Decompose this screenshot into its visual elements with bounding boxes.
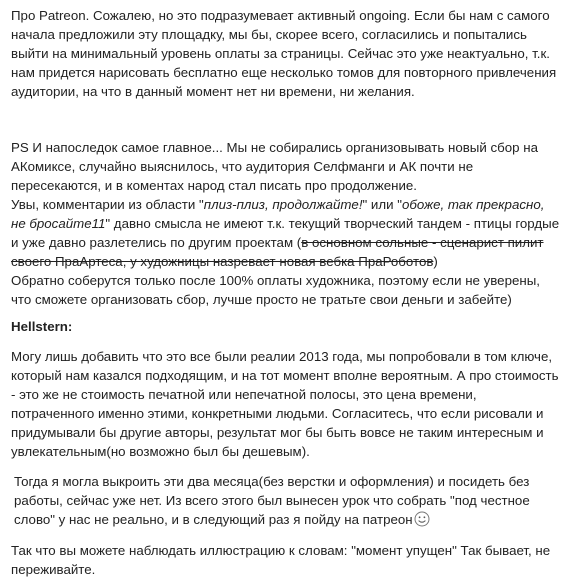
text-segment: " или " — [362, 197, 402, 212]
text-segment: Тогда я могла выкроить эти два месяца(без верстки и оформления) и посидеть без работы, сейчас уже нет. Из всего этого был вынесен урок что собрать "под честное слово" у нас не реально, и в следующий раз я пойду на патреон — [14, 474, 530, 527]
paragraph-hellstern: Могу лишь добавить что это все были реалии 2013 года, мы попробовали в том ключе, который нам казался подходящим, и на тот момент вполне вероятным. А про стоимость - это же не стоимость печатной или непечатной полосы, это цена времени, потраченного именно этими, конкретными людьми. Согласитесь, что если рисовали и придумывали бы другие авторы, результат мог бы быть вовсе не таким интересным и увлекательным(но возможно был бы дешевым). — [11, 349, 559, 459]
author-name: Hellstern: — [11, 319, 73, 334]
quote-italic-2: обоже, так прекрасно, не бросайте11 — [11, 197, 545, 231]
paragraph-closing: Так что вы можете наблюдать иллюстрацию к словам: "момент упущен" Так бывает, не переживайте. — [11, 543, 551, 577]
text-segment: Обратно соберутся только после 100% оплаты художника, поэтому если не уверены, что сможете организовать сбор, лучше просто не тратьте свои деньги и забейте) — [11, 273, 540, 307]
paragraph-two-months — [11, 472, 562, 529]
text-segment: ) — [433, 254, 438, 269]
paragraph-comments — [11, 195, 562, 309]
paragraph-patreon: Про Patreon. Сожалею, но это подразумевает активный ongoing. Если бы нам с самого начала предложили эту площадку, мы бы, скорее всего, согласились и попытались выйти на минимальный уровень оплаты за страницы. Сейчас это уже неактуально, т.к. нам придется нарисовать бесплатно еще несколько томов для повторного привлечения аудитории, на что в данный момент нет ни времени, ни желания. — [11, 8, 557, 99]
text-segment: Увы, комментарии из области " — [11, 197, 204, 212]
text-segment: " давно смысла не имеют т.к. текущий творческий тандем - птицы гордые и уже давно разлетелись по другим проектам ( — [11, 216, 560, 250]
smiley-face-icon — [414, 511, 430, 527]
paragraph-ps: PS И напоследок самое главное... Мы не собирались организовывать новый сбор на АКомиксе, случайно выяснилось, что аудитория Селфманги и АК почти не пересекаются, и в коментах народ стал писать про продолжение. — [11, 140, 538, 193]
strikethrough-text: в основном сольные - сценарист пилит своего ПраАртеса, у художницы назревает новая вебка ПраРоботов — [11, 235, 544, 269]
quote-italic-1: плиз-плиз, продолжайте! — [203, 197, 363, 212]
